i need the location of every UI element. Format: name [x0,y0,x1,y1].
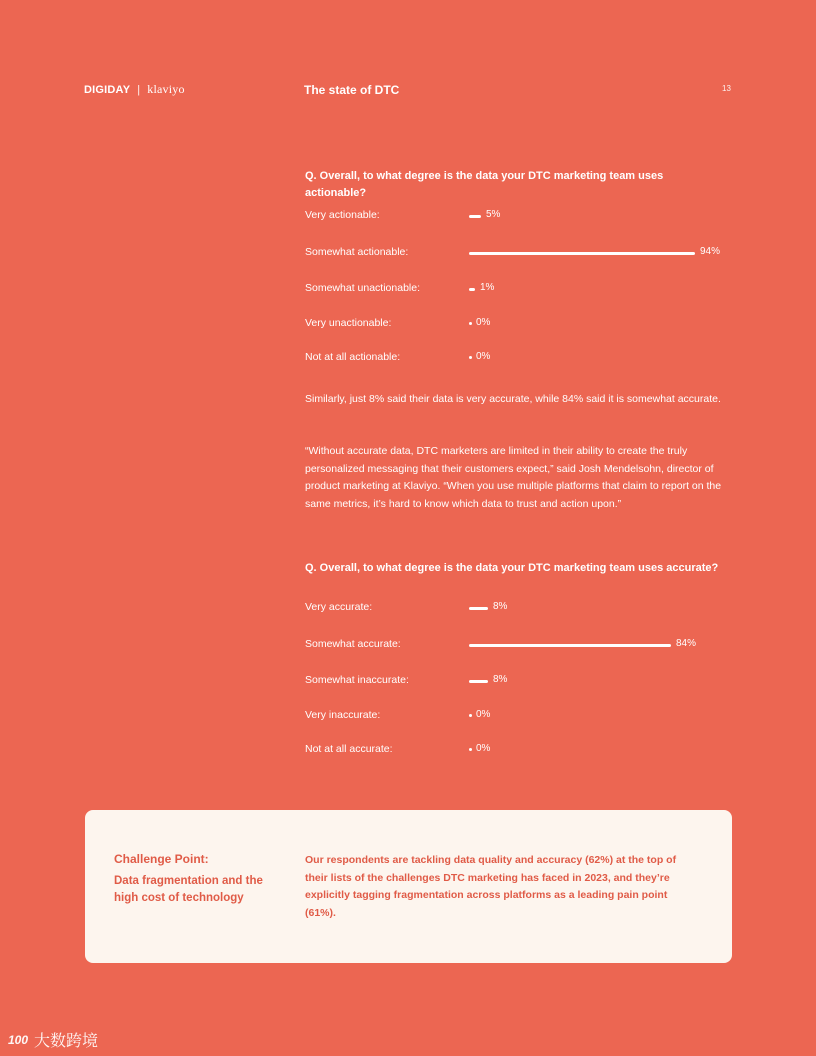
document-title: The state of DTC [304,83,400,97]
survey1-row [305,246,745,260]
row-value: 94% [700,246,721,257]
watermark [8,1028,98,1051]
row-value: 84% [676,638,697,649]
brand-separator: | [137,83,141,96]
zero-dot [469,322,472,325]
survey1-row [305,209,745,223]
survey2-row [305,674,745,688]
bar [469,680,488,683]
zero-dot [469,748,472,751]
bar [469,288,475,291]
bar [469,607,488,610]
row-label: Very actionable: [305,209,380,221]
klaviyo-logo: klaviyo [147,82,185,96]
challenge-subheading: Data fragmentation and the high cost of technology [114,875,263,904]
watermark-text: 大数跨境 [34,1033,99,1050]
row-label: Very inaccurate: [305,709,381,721]
row-label: Somewhat inaccurate: [305,674,409,686]
row-value: 8% [493,674,508,685]
row-label: Very accurate: [305,601,373,613]
digiday-logo: DIGIDAY [84,83,131,96]
row-label: Not at all actionable: [305,351,401,363]
survey2-row [305,709,745,723]
page-number: 13 [722,84,731,93]
paragraph-accuracy-summary: Similarly, just 8% said their data is very accurate, while 84% said it is somewhat accurate. [305,393,721,405]
row-value: 0% [476,317,491,328]
survey1-row [305,282,745,296]
row-value: 0% [476,351,491,362]
row-label: Somewhat accurate: [305,638,401,650]
brand-logos [84,82,185,97]
row-value: 5% [486,209,501,220]
challenge-heading: Challenge Point: [114,852,209,866]
row-label: Somewhat actionable: [305,246,409,258]
survey-question-actionable: Q. Overall, to what degree is the data your DTC marketing team uses actionable? [305,170,664,199]
row-value: 0% [476,709,491,720]
row-label: Not at all accurate: [305,743,393,755]
survey-question-accurate: Q. Overall, to what degree is the data your DTC marketing team uses accurate? [305,562,719,574]
survey2-row [305,743,745,757]
survey2-row [305,601,745,615]
row-value: 0% [476,743,491,754]
paragraph-quote: “Without accurate data, DTC marketers are limited in their ability to create the truly personalized messaging that their customers expect,” said Josh Mendelsohn, director of product marketing at Klaviyo. “When you use multiple platforms that claim to report on the same metrics, it’s hard to know which data to trust and action upon.” [305,445,722,510]
row-label: Very unactionable: [305,317,392,329]
watermark-logo: 100 [8,1032,29,1047]
bar [469,252,695,255]
zero-dot [469,714,472,717]
bar [469,215,481,218]
survey1-row [305,351,745,365]
zero-dot [469,356,472,359]
row-label: Somewhat unactionable: [305,282,420,294]
survey2-row [305,638,745,652]
survey1-row [305,317,745,331]
bar [469,644,671,647]
row-value: 8% [493,601,508,612]
challenge-body: Our respondents are tackling data quality and accuracy (62%) at the top of their lists of the challenges DTC marketing has faced in 2023, and they’re explicitly tagging fragmentation across platforms as a leading pain point (61%). [305,854,677,919]
row-value: 1% [480,282,495,293]
